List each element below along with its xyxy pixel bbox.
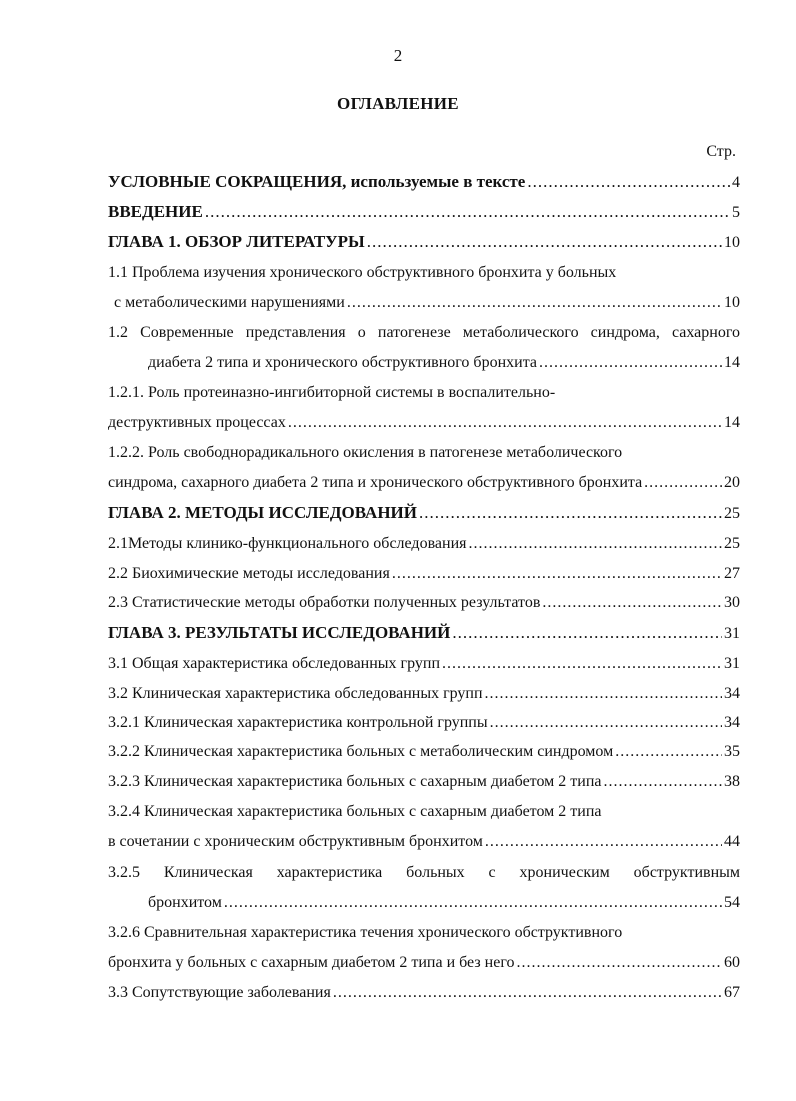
dot-leader bbox=[442, 655, 722, 673]
toc-entry-page: 31 bbox=[724, 655, 740, 672]
toc-entry-text: бронхитом bbox=[148, 894, 222, 911]
dot-leader bbox=[517, 954, 723, 972]
toc-entry-page: 30 bbox=[724, 594, 740, 611]
toc-entry-3-2-4-line2[interactable] bbox=[108, 833, 740, 851]
toc-entry-text: ГЛАВА 3. РЕЗУЛЬТАТЫ ИССЛЕДОВАНИЙ bbox=[108, 623, 451, 642]
toc-entry-page: 31 bbox=[724, 625, 740, 642]
dot-leader bbox=[367, 232, 722, 252]
page-title: ОГЛАВЛЕНИЕ bbox=[337, 94, 459, 113]
toc-entry-text: 2.3 Статистические методы обработки полученных результатов bbox=[108, 594, 541, 611]
toc-entry-page: 25 bbox=[724, 535, 740, 552]
toc-entry-chapter-3[interactable] bbox=[108, 623, 740, 643]
toc-entry-text: 3.2.4 Клиническая характеристика больных с сахарным диабетом 2 типа bbox=[108, 803, 602, 820]
dot-leader bbox=[485, 685, 722, 703]
toc-entry-text: 3.2.3 Клиническая характеристика больных с сахарным диабетом 2 типа bbox=[108, 773, 602, 790]
toc-entry-text: 1.2.2. Роль свободнорадикального окисления в патогенезе метаболического bbox=[108, 444, 623, 461]
toc-entry-text: 3.2 Клиническая характеристика обследованных групп bbox=[108, 685, 483, 702]
toc-entry-text: 3.2.2 Клиническая характеристика больных с метаболическим синдромом bbox=[108, 743, 614, 760]
toc-entry-1-1-line2[interactable] bbox=[108, 294, 740, 312]
toc-entry-page: 10 bbox=[724, 294, 740, 311]
toc-entry-text: УСЛОВНЫЕ СОКРАЩЕНИЯ, используемые в тексте bbox=[108, 172, 526, 191]
toc-entry-page: 38 bbox=[724, 773, 740, 790]
toc-entry-text: 2.1Методы клинико-функционального обследования bbox=[108, 535, 467, 552]
dot-leader bbox=[205, 202, 730, 222]
toc-entry-1-2-line2[interactable] bbox=[148, 354, 740, 372]
toc-entry-chapter-2[interactable] bbox=[108, 503, 740, 523]
toc-entry-text: 3.3 Сопутствующие заболевания bbox=[108, 984, 331, 1001]
dot-leader bbox=[604, 773, 723, 791]
dot-leader bbox=[542, 594, 722, 612]
toc-entry-page: 34 bbox=[724, 685, 740, 702]
toc-entry-abbreviations[interactable] bbox=[108, 172, 740, 192]
toc-entry-1-2-line1[interactable] bbox=[108, 324, 740, 342]
toc-entry-page: 27 bbox=[724, 565, 740, 582]
toc-entry-text: в сочетании с хроническим обструктивным бронхитом bbox=[108, 833, 483, 850]
toc-entry-page: 10 bbox=[724, 234, 740, 251]
toc-entry-text: 3.1 Общая характеристика обследованных групп bbox=[108, 655, 441, 672]
toc-entry-page: 14 bbox=[724, 354, 740, 371]
dot-leader bbox=[224, 894, 722, 912]
dot-leader bbox=[347, 294, 722, 312]
dot-leader bbox=[527, 172, 730, 192]
toc-entry-page: 14 bbox=[724, 414, 740, 431]
dot-leader bbox=[644, 474, 722, 492]
toc-entry-text: синдрома, сахарного диабета 2 типа и хронического обструктивного бронхита bbox=[108, 474, 643, 491]
page-column-label: Стр. bbox=[706, 143, 736, 160]
toc-entry-text: деструктивных процессах bbox=[108, 414, 286, 431]
toc-entry-page: 54 bbox=[724, 894, 740, 911]
toc-entry-page: 44 bbox=[724, 833, 740, 850]
toc-entry-3-2-5-line2[interactable] bbox=[148, 894, 740, 912]
toc-entry-text: бронхита у больных с сахарным диабетом 2 типа и без него bbox=[108, 954, 515, 971]
toc-entry-text: с метаболическими нарушениями bbox=[114, 294, 345, 311]
toc-entry-page: 60 bbox=[724, 954, 740, 971]
toc-entry-text: 1.2 Современные представления о патогенезе метаболического синдрома, сахарного bbox=[108, 324, 740, 341]
dot-leader bbox=[469, 535, 723, 553]
toc-entry-3-2-3[interactable] bbox=[108, 773, 740, 791]
toc-entry-text: 3.2.6 Сравнительная характеристика течения хронического обструктивного bbox=[108, 924, 623, 941]
toc-entry-text: 1.1 Проблема изучения хронического обструктивного бронхита у больных bbox=[108, 264, 617, 281]
toc-entry-text: 2.2 Биохимические методы исследования bbox=[108, 565, 390, 582]
toc-entry-1-2-2-line2[interactable] bbox=[108, 474, 740, 492]
dot-leader bbox=[615, 743, 722, 761]
toc-entry-page: 20 bbox=[724, 474, 740, 491]
toc-entry-3-2-5-line1[interactable] bbox=[108, 864, 740, 882]
toc-entry-1-2-2-line1[interactable] bbox=[108, 444, 740, 462]
toc-entry-3-3[interactable] bbox=[108, 984, 740, 1002]
toc-entry-page: 34 bbox=[724, 714, 740, 731]
toc-entry-page: 25 bbox=[724, 505, 740, 522]
dot-leader bbox=[419, 503, 722, 523]
toc-entry-text: ГЛАВА 1. ОБЗОР ЛИТЕРАТУРЫ bbox=[108, 232, 365, 251]
toc-entry-2-3[interactable] bbox=[108, 594, 740, 612]
toc-entry-text: 3.2.5 Клиническая характеристика больных с хроническим обструктивным bbox=[108, 864, 740, 881]
toc-entry-1-2-1-line1[interactable] bbox=[108, 384, 740, 402]
dot-leader bbox=[485, 833, 722, 851]
toc-entry-text: ВВЕДЕНИЕ bbox=[108, 202, 203, 221]
toc-entry-2-1[interactable] bbox=[108, 535, 740, 553]
toc-entry-1-1-line1[interactable] bbox=[108, 264, 740, 282]
toc-entry-3-2-6-line1[interactable] bbox=[108, 924, 740, 942]
toc-entry-page: 67 bbox=[724, 984, 740, 1001]
toc-entry-3-2-6-line2[interactable] bbox=[108, 954, 740, 972]
toc-entry-3-2-1[interactable] bbox=[108, 714, 740, 732]
toc-entry-chapter-1[interactable] bbox=[108, 232, 740, 252]
dot-leader bbox=[490, 714, 722, 732]
toc-entry-2-2[interactable] bbox=[108, 565, 740, 583]
toc-entry-text: ГЛАВА 2. МЕТОДЫ ИССЛЕДОВАНИЙ bbox=[108, 503, 417, 522]
toc-entry-text: диабета 2 типа и хронического обструктивного бронхита bbox=[148, 354, 537, 371]
dot-leader bbox=[539, 354, 722, 372]
toc-entry-page: 35 bbox=[724, 743, 740, 760]
toc-entry-introduction[interactable] bbox=[108, 202, 740, 222]
dot-leader bbox=[392, 565, 722, 583]
toc-entry-3-2[interactable] bbox=[108, 685, 740, 703]
toc-entry-3-2-4-line1[interactable] bbox=[108, 803, 740, 821]
toc-entry-text: 1.2.1. Роль протеиназно-ингибиторной системы в воспалительно- bbox=[108, 384, 556, 401]
dot-leader bbox=[288, 414, 722, 432]
toc-entry-page: 5 bbox=[732, 204, 740, 221]
dot-leader bbox=[333, 984, 722, 1002]
toc-entry-3-2-2[interactable] bbox=[108, 743, 740, 761]
toc-entry-text: 3.2.1 Клиническая характеристика контрольной группы bbox=[108, 714, 488, 731]
toc-entry-3-1[interactable] bbox=[108, 655, 740, 673]
dot-leader bbox=[452, 623, 722, 643]
page-number: 2 bbox=[393, 46, 403, 65]
toc-entry-1-2-1-line2[interactable] bbox=[108, 414, 740, 432]
toc-entry-page: 4 bbox=[732, 174, 740, 191]
